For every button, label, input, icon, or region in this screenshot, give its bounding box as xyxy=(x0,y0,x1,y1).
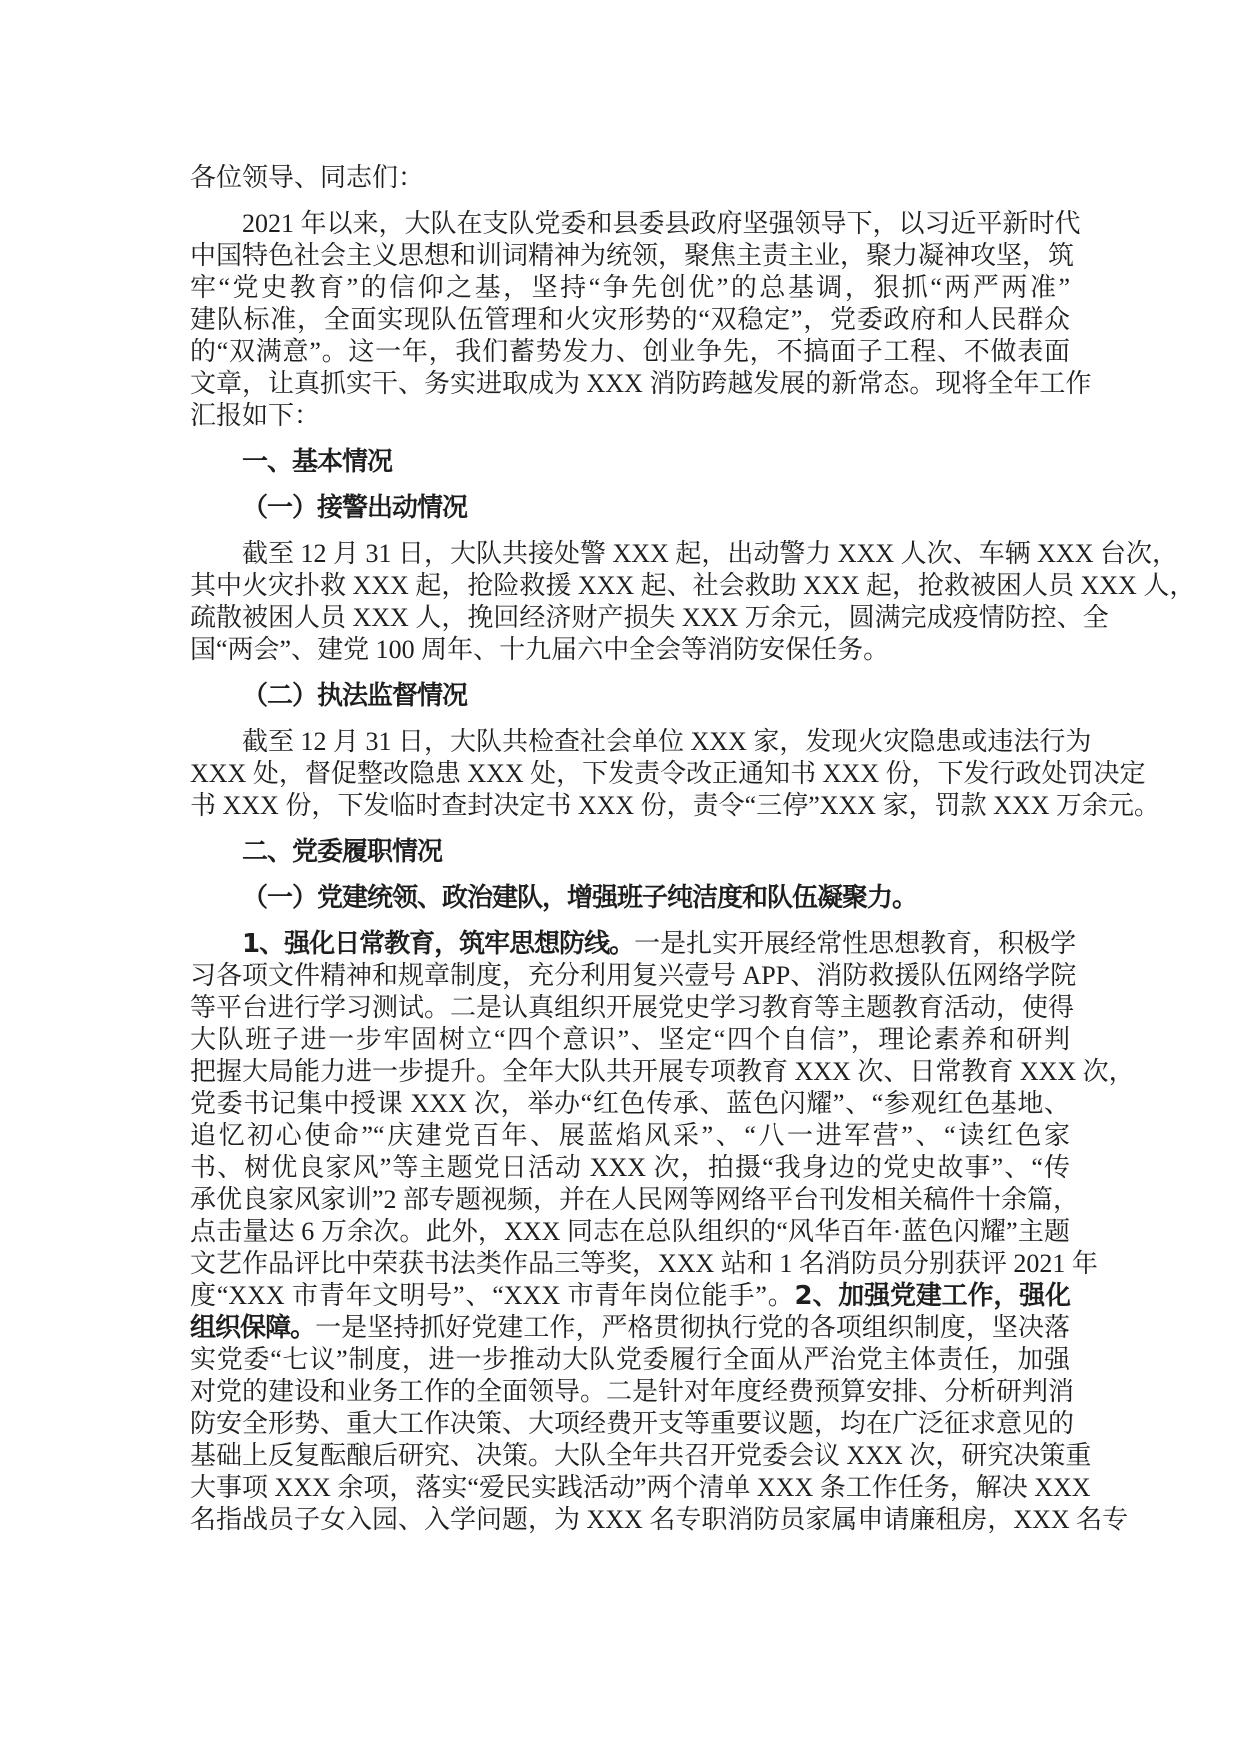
paragraph-block xyxy=(190,726,1160,822)
text-run: 的“双满意”。这一年，我们蓄势发力、创业争先，不搞面子工程、不做表面 xyxy=(190,337,1070,366)
bold-text-run: 1、强化日常教育，筑牢思想防线。 xyxy=(242,929,635,959)
paragraph-line xyxy=(190,758,1146,790)
paragraph-line xyxy=(190,1088,1070,1120)
paragraph-line xyxy=(190,602,1109,634)
paragraph-line xyxy=(190,1152,1070,1184)
text-run: 承优良家风家训”2 部专题视频，并在人民网等网络平台刊发相关稿件十余篇， xyxy=(190,1185,1080,1214)
text-run: 名指战员子女入园、入学问题，为 XXX 名专职消防员家属申请廉租房，XXX 名专 xyxy=(190,1505,1129,1534)
bold-text-run: 一、基本情况 xyxy=(242,447,393,477)
text-run: 中国特色社会主义思想和训词精神为统领，聚焦主责主业，聚力凝神攻坚，筑 xyxy=(190,241,1075,270)
text-run: 一是扎实开展经常性思想教育，积极学 xyxy=(634,929,1077,958)
paragraph-line xyxy=(190,336,1070,368)
subheading-text xyxy=(190,882,1070,914)
bold-text-run: 组织保障。 xyxy=(190,1313,316,1343)
paragraph-line xyxy=(190,928,1077,960)
subheading-text xyxy=(190,492,1070,524)
paragraph-block xyxy=(190,538,1196,666)
greeting-block xyxy=(190,162,1070,194)
paragraph-line xyxy=(190,538,1178,570)
text-run: 度“XXX 市青年文明号”、“XXX 市青年岗位能手”。 xyxy=(190,1281,795,1310)
text-run: 疏散被困人员 XXX 人，挽回经济财产损失 XXX 万余元，圆满完成疫情防控、全 xyxy=(190,603,1109,632)
paragraph-line xyxy=(190,1280,1070,1312)
paragraph-line xyxy=(190,992,1075,1024)
paragraph-block xyxy=(190,928,1135,1536)
paragraph-line xyxy=(190,1440,1092,1472)
bold-text-run: 2、加强党建工作，强化 xyxy=(794,1281,1070,1311)
bold-text-run: （二）执法监督情况 xyxy=(242,681,468,711)
paragraph-line xyxy=(190,570,1196,602)
paragraph-line xyxy=(190,208,1081,240)
text-run: 基础上反复酝酿后研究、决策。大队全年共召开党委会议 XXX 次，研究决策重 xyxy=(190,1441,1092,1470)
text-run: 各位领导、同志们： xyxy=(190,163,425,192)
subheading-block xyxy=(190,492,1070,524)
subheading-block xyxy=(190,680,1070,712)
text-run: 大事项 XXX 余项，落实“爱民实践活动”两个清单 XXX 条工作任务，解决 XXX xyxy=(190,1473,1091,1502)
text-run: 对党的建设和业务工作的全面领导。二是针对年度经费预算安排、分析研判消 xyxy=(190,1377,1075,1406)
text-run: 一是坚持抓好党建工作，严格贯彻执行党的各项组织制度，坚决落 xyxy=(315,1313,1070,1342)
subheading-block xyxy=(190,882,1070,914)
greeting-text xyxy=(190,162,1070,194)
paragraph-line xyxy=(190,1216,1070,1248)
paragraph-line xyxy=(190,1248,1098,1280)
paragraph-line xyxy=(190,1408,1075,1440)
text-run: 文章，让真抓实干、务实进取成为 XXX 消防跨越发展的新常态。现将全年工作 xyxy=(190,369,1092,398)
paragraph-line xyxy=(190,790,1160,822)
text-run: 牢“党史教育”的信仰之基，坚持“争先创优”的总基调，狠抓“两严两准” xyxy=(190,273,1070,302)
text-run: 习各项文件精神和规章制度，充分利用复兴壹号 APP、消防救援队伍网络学院 xyxy=(190,961,1077,990)
paragraph-line xyxy=(190,400,1070,432)
bold-text-run: （一）党建统领、政治建队，增强班子纯洁度和队伍凝聚力。 xyxy=(242,883,918,913)
text-run: 书、树优良家风”等主题党日活动 XXX 次，拍摄“我身边的党史故事”、“传 xyxy=(190,1153,1070,1182)
text-run: 其中火灾扑救 XXX 起，抢险救援 XXX 起、社会救助 XXX 起，抢救被困人员 XXX 人， xyxy=(190,571,1196,600)
text-run: 2021 年以来，大队在支队党委和县委县政府坚强领导下，以习近平新时代 xyxy=(242,209,1081,238)
text-run: 截至 12 月 31 日，大队共检查社会单位 XXX 家，发现火灾隐患或违法行为 xyxy=(242,727,1092,756)
text-run: 实党委“七议”制度，进一步推动大队党委履行全面从严治党主体责任，加强 xyxy=(190,1345,1070,1374)
paragraph-line xyxy=(190,1056,1135,1088)
text-run: 党委书记集中授课 XXX 次，举办“红色传承、蓝色闪耀”、“参观红色基地、 xyxy=(190,1089,1070,1118)
text-run: 汇报如下： xyxy=(190,401,321,430)
heading-block xyxy=(190,836,1070,868)
paragraph-line xyxy=(190,240,1075,272)
paragraph-line xyxy=(190,1472,1091,1504)
paragraph-line xyxy=(190,726,1092,758)
paragraph-line xyxy=(190,368,1092,400)
text-run: 防安全形势、重大工作决策、大项经费开支等重要议题，均在广泛征求意见的 xyxy=(190,1409,1075,1438)
heading-text xyxy=(190,446,1070,478)
heading-text xyxy=(190,836,1070,868)
paragraph-line xyxy=(190,272,1070,304)
bold-text-run: （一）接警出动情况 xyxy=(242,493,468,523)
text-run: 把握大局能力进一步提升。全年大队共开展专项教育 XXX 次、日常教育 XXX 次， xyxy=(190,1057,1135,1086)
paragraph-line xyxy=(190,1120,1070,1152)
text-run: 文艺作品评比中荣获书法类作品三等奖，XXX 站和 1 名消防员分别获评 2021 年 xyxy=(190,1249,1098,1278)
paragraph-line xyxy=(190,1312,1070,1344)
paragraph-line xyxy=(190,960,1077,992)
text-run: 等平台进行学习测试。二是认真组织开展党史学习教育等主题教育活动，使得 xyxy=(190,993,1075,1022)
heading-block xyxy=(190,446,1070,478)
text-run: 书 XXX 份，下发临时查封决定书 XXX 份，责令“三停”XXX 家，罚款 XXX 万余元。 xyxy=(190,791,1160,820)
text-run: 大队班子进一步牢固树立“四个意识”、坚定“四个自信”，理论素养和研判 xyxy=(190,1025,1070,1054)
paragraph-line xyxy=(190,1344,1070,1376)
subheading-text xyxy=(190,680,1070,712)
paragraph-line xyxy=(190,1376,1075,1408)
paragraph-line xyxy=(190,1024,1070,1056)
paragraph-line xyxy=(190,634,1070,666)
text-run: 建队标准，全面实现队伍管理和火灾形势的“双稳定”，党委政府和人民群众 xyxy=(190,305,1070,334)
text-run: 国“两会”、建党 100 周年、十九届六中全会等消防安保任务。 xyxy=(190,635,890,664)
text-run: 截至 12 月 31 日，大队共接处警 XXX 起，出动警力 XXX 人次、车辆 XXX 台次， xyxy=(242,539,1178,568)
text-run: 追忆初心使命”“庆建党百年、展蓝焰风采”、“八一进军营”、“读红色家 xyxy=(190,1121,1070,1150)
text-run: 点击量达 6 万余次。此外，XXX 同志在总队组织的“风华百年·蓝色闪耀”主题 xyxy=(190,1217,1070,1246)
paragraph-line xyxy=(190,1184,1080,1216)
paragraph-line xyxy=(190,304,1070,336)
paragraph-line xyxy=(190,1504,1129,1536)
document-page xyxy=(190,162,1196,1550)
paragraph-block xyxy=(190,208,1092,432)
text-run: XXX 处，督促整改隐患 XXX 处，下发责令改正通知书 XXX 份，下发行政处罚决定 xyxy=(190,759,1146,788)
bold-text-run: 二、党委履职情况 xyxy=(242,837,443,867)
